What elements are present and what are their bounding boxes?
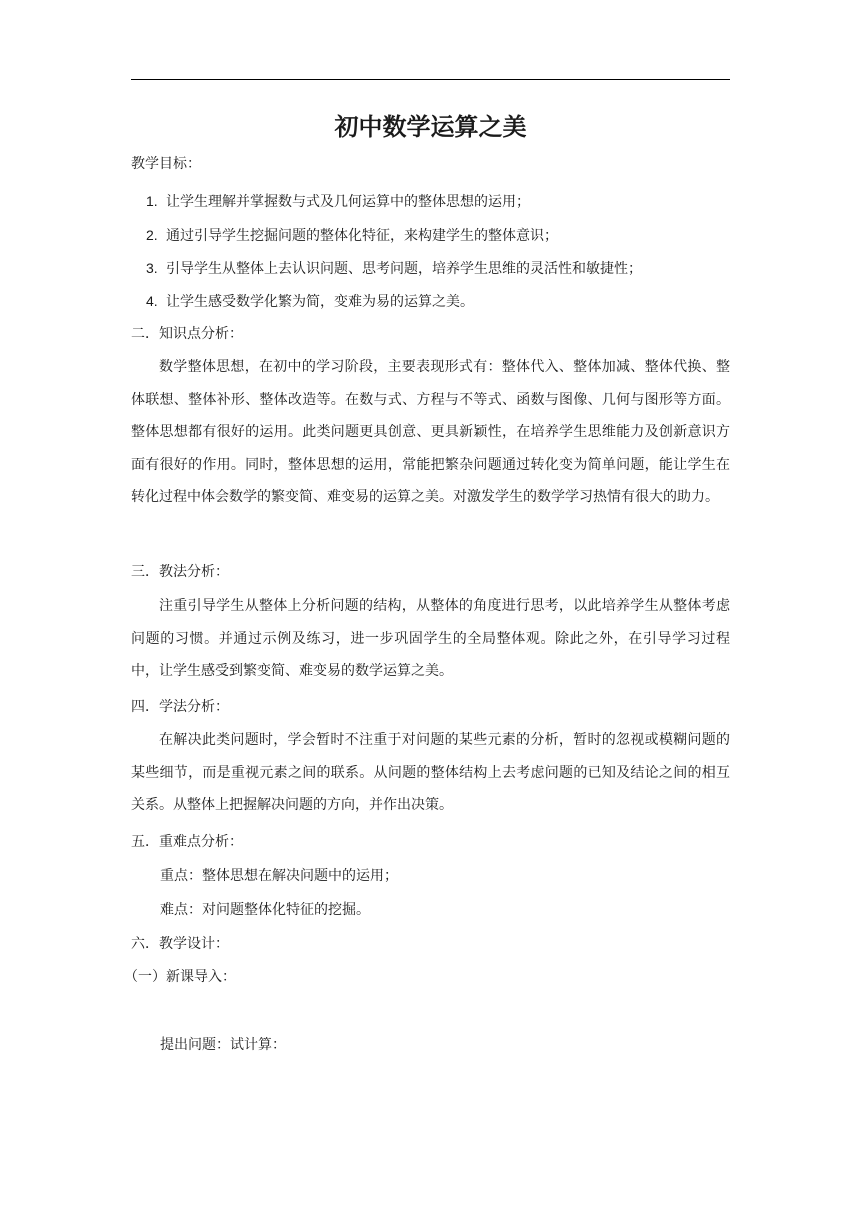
objective-item-2	[146, 225, 558, 246]
key-point-focus: 重点：整体思想在解决问题中的运用；	[160, 868, 398, 884]
objective-text: 让学生感受数学化繁为简，变难为易的运算之美。	[166, 294, 474, 310]
teaching-method-heading: 三．教法分析：	[131, 564, 229, 580]
objective-text: 通过引导学生挖掘问题的整体化特征，来构建学生的整体意识；	[166, 228, 558, 244]
teaching-method-paragraph: 注重引导学生从整体上分析问题的结构，从整体的角度进行思考，以此培养学生从整体考虑问题的习惯。并通过示例及练习，进一步巩固学生的全局整体观。除此之外，在引导学习过程中，让学生感受到繁变简、难变易的数学运算之美。	[131, 598, 730, 680]
learning-method-heading: 四．学法分析：	[131, 699, 229, 715]
key-points-heading: 五．重难点分析：	[131, 834, 243, 850]
design-prompt: 提出问题：试计算：	[160, 1037, 286, 1053]
design-heading: 六．教学设计：	[131, 936, 229, 952]
objective-item-3	[146, 258, 642, 279]
knowledge-paragraph: 数学整体思想，在初中的学习阶段，主要表现形式有：整体代入、整体加减、整体代换、整体联想、整体补形、整体改造等。在数与式、方程与不等式、函数与图像、几何与图形等方面。整体思想都有很好的运用。此类问题更具创意、更具新颖性，在培养学生思维能力及创新意识方面有很好的作用。同时，整体思想的运用，常能把繁杂问题通过转化变为简单问题，能让学生在转化过程中体会数学的繁变简、难变易的运算之美。对激发学生的数学学习热情有很大的助力。	[131, 359, 730, 506]
objective-item-1	[146, 191, 530, 212]
objective-text: 引导学生从整体上去认识问题、思考问题，培养学生思维的灵活性和敏捷性；	[166, 261, 642, 277]
objectives-heading: 教学目标：	[131, 156, 201, 172]
objective-number: 1.	[146, 193, 158, 209]
objective-number: 3.	[146, 260, 158, 276]
objective-text: 让学生理解并掌握数与式及几何运算中的整体思想的运用；	[166, 194, 530, 210]
key-point-difficulty: 难点：对问题整体化特征的挖掘。	[160, 902, 370, 918]
learning-method-paragraph: 在解决此类问题时，学会暂时不注重于对问题的某些元素的分析，暂时的忽视或模糊问题的某些细节，而是重视元素之间的联系。从问题的整体结构上去考虑问题的已知及结论之间的相互关系。从整体上把握解决问题的方向，并作出决策。	[131, 732, 730, 814]
objective-number: 2.	[146, 227, 158, 243]
knowledge-heading: 二．知识点分析：	[131, 326, 243, 342]
header-rule	[131, 79, 730, 80]
objective-item-4	[146, 291, 474, 312]
design-subheading: （一）新课导入：	[124, 969, 236, 985]
objective-number: 4.	[146, 293, 158, 309]
document-title: 初中数学运算之美	[334, 112, 527, 141]
